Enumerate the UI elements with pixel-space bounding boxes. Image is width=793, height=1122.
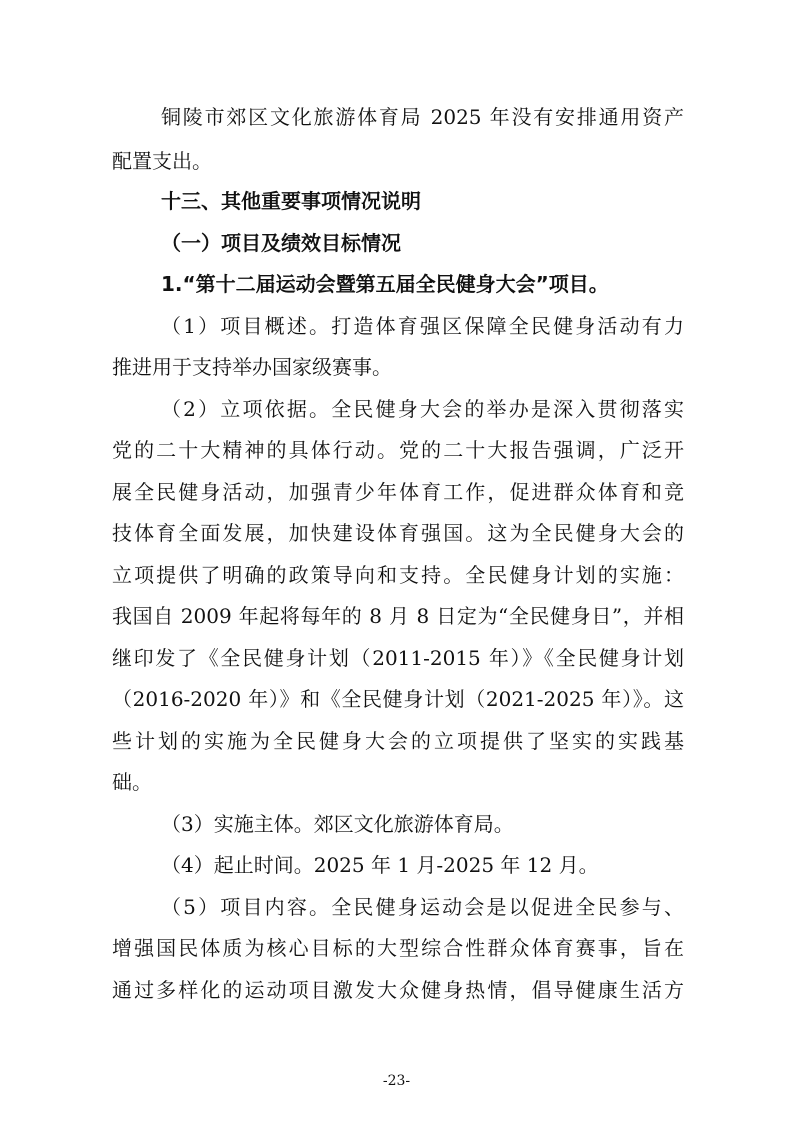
paragraph-line: （1）项目概述。打造体育强区保障全民健身活动有力 xyxy=(161,314,684,338)
page-number: -23- xyxy=(382,1073,411,1089)
paragraph-line: 铜陵市郊区文化旅游体育局 2025 年没有安排通用资产 xyxy=(161,105,684,129)
paragraph-line: 增强国民体质为核心目标的大型综合性群众体育赛事，旨在 xyxy=(112,936,684,960)
paragraph-line: 推进用于支持举办国家级赛事。 xyxy=(112,355,392,379)
paragraph-line: 通过多样化的运动项目激发大众健身热情，倡导健康生活方 xyxy=(112,978,684,1002)
paragraph-line: 配置支出。 xyxy=(112,149,212,173)
paragraph-line: 我国自 2009 年起将每年的 8 月 8 日定为“全民健身日”，并相 xyxy=(112,604,684,628)
paragraph-line: 展全民健身活动，加强青少年体育工作，促进群众体育和竞 xyxy=(112,480,684,504)
item-heading: 1.“第十二届运动会暨第五届全民健身大会”项目。 xyxy=(161,272,609,296)
paragraph-line: 党的二十大精神的具体行动。党的二十大报告强调，广泛开 xyxy=(112,438,684,462)
paragraph-line: 立项提供了明确的政策导向和支持。全民健身计划的实施： xyxy=(112,563,684,587)
paragraph-line: （5）项目内容。全民健身运动会是以促进全民参与、 xyxy=(161,895,684,919)
paragraph-line: 技体育全面发展，加快建设体育强国。这为全民健身大会的 xyxy=(112,521,684,545)
paragraph-line: （3）实施主体。郊区文化旅游体育局。 xyxy=(161,812,514,836)
paragraph-line: （4）起止时间。2025 年 1 月-2025 年 12 月。 xyxy=(161,853,599,877)
paragraph-line: （2016-2020 年）》和《全民健身计划（2021-2025 年）》。这 xyxy=(112,687,684,711)
paragraph-line: （2）立项依据。全民健身大会的举办是深入贯彻落实 xyxy=(161,397,684,421)
paragraph-line: 些计划的实施为全民健身大会的立项提供了坚实的实践基 xyxy=(112,729,684,753)
paragraph-line: 础。 xyxy=(112,770,152,794)
subsection-heading: （一）项目及绩效目标情况 xyxy=(161,231,401,255)
paragraph-line: 继印发了《全民健身计划（2011-2015 年）》《全民健身计划 xyxy=(112,646,684,670)
section-heading: 十三、其他重要事项情况说明 xyxy=(161,189,421,213)
